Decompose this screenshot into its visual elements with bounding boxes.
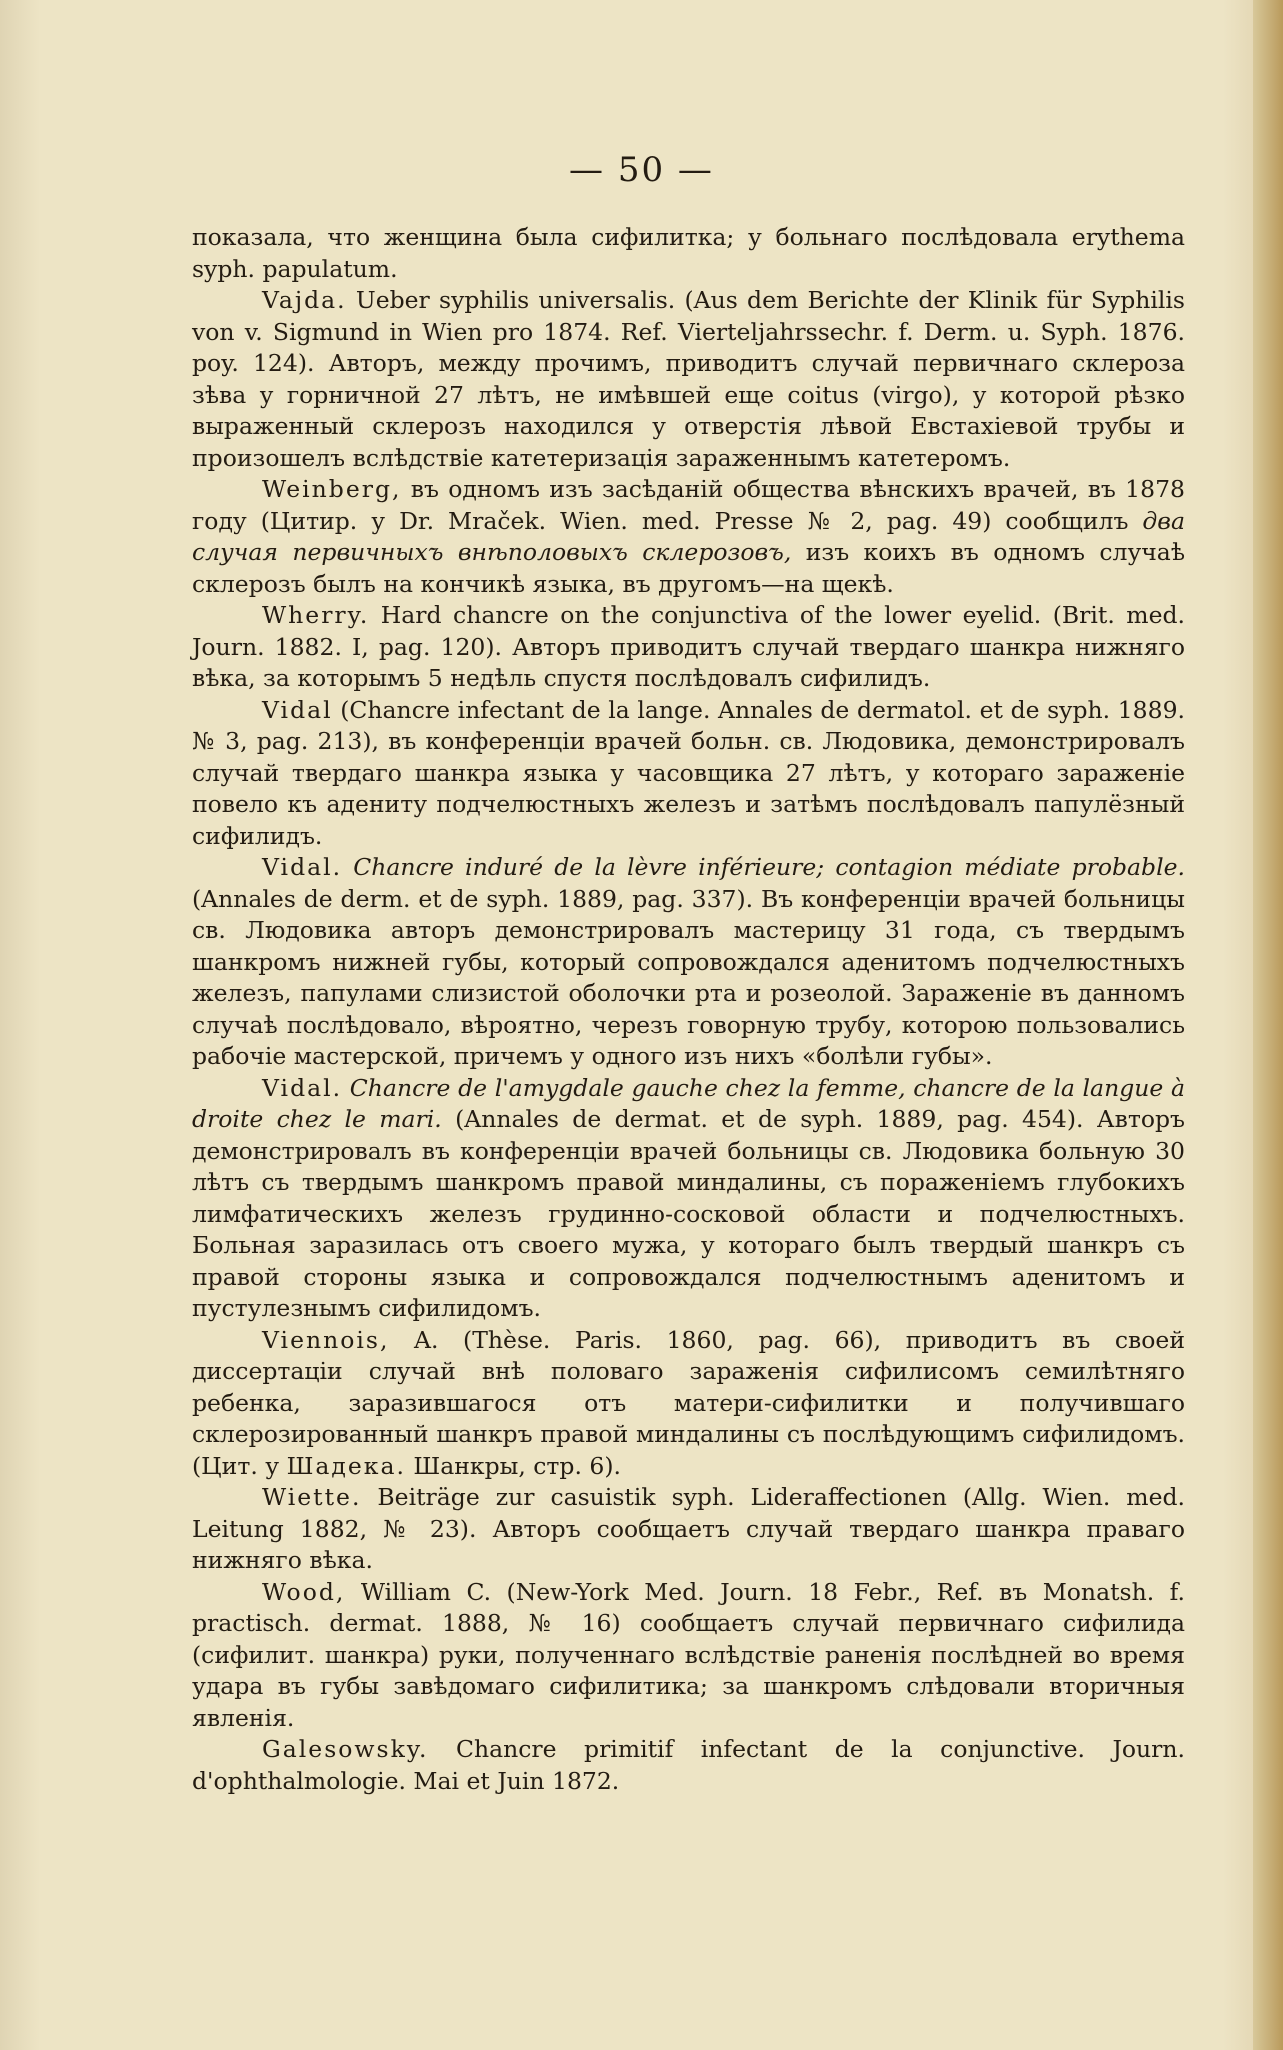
author-name: Galesowsky. [262, 1735, 429, 1763]
entry-wherry [192, 600, 1185, 695]
entry-text: A. (Thèse. Paris. 1860, pag. 66), приводитъ въ своей диссертаціи случай внѣ половаго зараженія сифилисомъ семилѣтняго ребенка, заразившагося отъ матери-сифилитки и получившаго склерозированный шанкръ правой миндалины съ послѣдующимъ сифилидомъ. (Цит. у [192, 1325, 1185, 1480]
entry-text: (Annales de derm. et de syph. 1889, pag. 337). Въ конференціи врачей больницы св. Людовика авторъ демонстрировалъ мастерицу 31 года, съ твердымъ шанкромъ нижней губы, который сопровождался аденитомъ подчелюстныхъ железъ, папулами слизистой оболочки рта и розеолой. Зараженіе въ данномъ случаѣ послѣдовало, вѣроятно, черезъ говорную трубу, которою пользовались рабочіе мастерской, причемъ у одного изъ нихъ «болѣли губы». [192, 884, 1185, 1070]
author-name: Vidal. [262, 1073, 343, 1102]
entry-vidal-3 [192, 1073, 1185, 1325]
entry-wiette [192, 1482, 1185, 1577]
author-name: Wiette. [262, 1483, 362, 1511]
entry-vajda [192, 285, 1185, 474]
entry-viennois [192, 1325, 1185, 1483]
page-edge [1253, 0, 1283, 2050]
entry-galesowsky [192, 1734, 1185, 1797]
entry-italic-title: Chancre de l'amygdale gauche chez la femme, chancre de la langue à droite chez le mari. [192, 1073, 1185, 1133]
entry-wood [192, 1577, 1185, 1735]
author-name: Wood, [262, 1577, 346, 1606]
paragraph-text: показала, что женщина была сифилитка; у больнаго послѣдовала erythema syph. papulatum. [192, 223, 1185, 283]
author-name: Vidal. [262, 853, 343, 881]
cited-author: Шадека. [286, 1451, 406, 1480]
entry-weinberg [192, 474, 1185, 600]
entry-italic-text: два случая первичныхъ внѣполовыхъ склерозовъ, [192, 506, 1185, 566]
entry-vidal-2 [192, 852, 1185, 1073]
entry-text: Chancre primitif infectant de la conjunctive. Journ. d'ophthalmologie. Mai et Juin 1872. [192, 1735, 1185, 1795]
entry-text: Beiträge zur casuistik syph. Lideraffectionen (Allg. Wien. med. Leitung 1882, № 23). Авторъ сообщаетъ случай твердаго шанкра праваго нижняго вѣка. [192, 1483, 1185, 1574]
entry-text: (Chancre infectant de la lange. Annales de dermatol. et de syph. 1889. № 3, pag. 213), въ конференціи врачей больн. св. Людовика, демонстрировалъ случай твердаго шанкра языка у часовщика 27 лѣтъ, у котораго зараженіе повело къ адениту подчелюстныхъ железъ и затѣмъ послѣдовалъ папулёзный сифилидъ. [192, 695, 1185, 850]
entry-text: Ueber syphilis universalis. (Aus dem Berichte der Klinik für Syphilis von v. Sigmund in Wien pro 1874. Ref. Vierteljahrssechr. f. Derm. u. Syph. 1876. poy. 124). Авторъ, между прочимъ, приводитъ случай первичнаго склероза зѣва у горничной 27 лѣтъ, не имѣвшей еще coitus (virgo), у которой рѣзко выраженный склерозъ находился у отверстія лѣвой Евстахіевой трубы и произошелъ вслѣдствіе катетеризація зараженнымъ катетеромъ. [192, 286, 1185, 472]
body-text [192, 222, 1185, 1797]
author-name: Viennois, [262, 1325, 390, 1354]
entry-vidal-1 [192, 695, 1185, 853]
entry-text: Hard chancre on the conjunctiva of the lower eyelid. (Brit. med. Journ. 1882. I, pag. 120). Авторъ приводитъ случай твердаго шанкра нижняго вѣка, за которымъ 5 недѣль спустя послѣдовалъ сифилидъ. [192, 601, 1185, 692]
entry-text: Шанкры, стр. 6). [405, 1451, 622, 1480]
entry-text: (Annales de dermat. et de syph. 1889, pag. 454). Авторъ демонстрировалъ въ конференціи врачей больницы св. Людовика больную 30 лѣтъ съ твердымъ шанкромъ правой миндалины, съ пораженіемъ глубокихъ лимфатическихъ железъ грудинно-сосковой области и подчелюстныхъ. Больная заразилась отъ своего мужа, у котораго былъ твердый шанкръ съ правой стороны языка и сопровождался подчелюстнымъ аденитомъ и пустулезнымъ сифилидомъ. [192, 1105, 1185, 1322]
paragraph-continuation [192, 222, 1185, 285]
author-name: Vajda. [262, 286, 347, 314]
page-number: — 50 — [569, 150, 714, 190]
entry-text: изъ коихъ въ одномъ случаѣ склерозъ былъ на кончикѣ языка, въ другомъ—на щекѣ. [192, 538, 1185, 598]
author-name: Wherry. [262, 601, 370, 629]
author-name: Weinberg, [262, 475, 402, 503]
entry-text: William C. (New-York Med. Journ. 18 Febr., Ref. въ Monatsh. f. practisch. dermat. 1888, № 16) сообщаетъ случай первичнаго сифилида (сифилит. шанкра) руки, полученнаго вслѣдствіе раненія послѣдней во время удара въ губы завѣдомаго сифилитика; за шанкромъ слѣдовали вторичныя явленія. [192, 1577, 1185, 1732]
entry-italic-title: Chancre induré de la lèvre inférieure; contagion médiate probable. [342, 853, 1185, 881]
entry-text: въ одномъ изъ засѣданій общества вѣнскихъ врачей, въ 1878 году (Цитир. у Dr. Mraček. Wien. med. Presse № 2, pag. 49) сообщилъ [192, 475, 1185, 535]
author-name: Vidal [262, 695, 333, 724]
